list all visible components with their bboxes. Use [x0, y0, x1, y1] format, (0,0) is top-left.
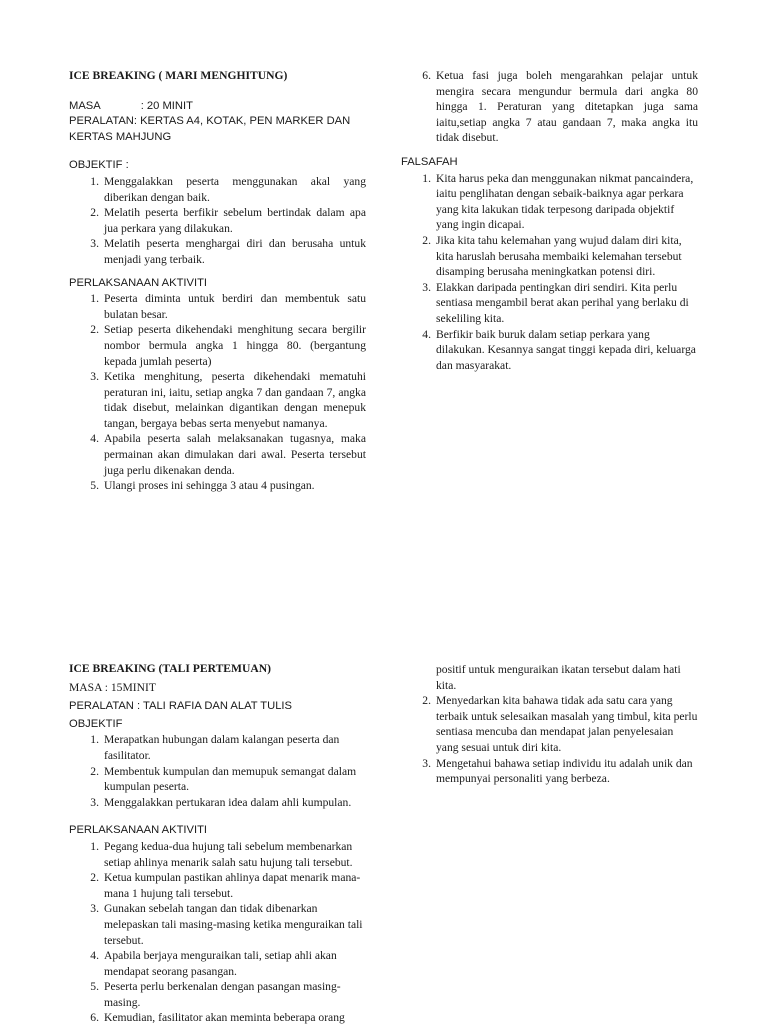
list-item: 2. Setiap peserta dikehendaki menghitung secara bergilir nombor bermula angka 1 hingga 80. (bergantung kepada jumlah peserta)	[90, 323, 366, 368]
list-item: 1. Pegang kedua-dua hujung tali sebelum membenarkan setiap ahlinya menarik salah satu hujung tali tersebut.	[90, 839, 353, 869]
masa-line	[69, 99, 366, 115]
list-item: 3. Menggalakkan pertukaran idea dalam ahli kumpulan.	[90, 795, 352, 809]
list-item: 3. Gunakan sebelah tangan dan tidak dibenarkan melepaskan tali masing-masing ketika menguraikan tali tersebut.	[90, 902, 363, 947]
list-item: 6. Ketua fasi juga boleh mengarahkan pelajar untuk mengira secara mengundur bermula dari angka 80 hingga 1. Peraturan yang ditetapkan juga sama iaitu,setiap angka 7 atau gandaan 7, maka angka itu tidak disebut.	[422, 69, 698, 145]
page1-left-column	[69, 68, 366, 494]
peralatan-line-1: PERALATAN: KERTAS A4, KOTAK, PEN MARKER DAN	[69, 115, 351, 128]
objektif-list	[69, 732, 366, 810]
list-item: 3. Mengetahui bahawa setiap individu itu adalah unik dan mempunyai personaliti yang berbeza.	[422, 756, 693, 786]
list-item: 2. Ketua kumpulan pastikan ahlinya dapat menarik mana-mana 1 hujung tali tersebut.	[90, 871, 361, 900]
peralatan-line-2: KERTAS MAHJUNG	[69, 130, 172, 143]
peralatan-line: PERALATAN : TALI RAFIA DAN ALAT TULIS	[69, 700, 292, 713]
list-item: 2. Membentuk kumpulan dan memupuk semangat dalam kumpulan peserta.	[90, 764, 357, 794]
page1-right-column	[401, 68, 698, 373]
list-item: 3. Melatih peserta menghargai diri dan berusaha untuk menjadi yang terbaik.	[90, 237, 366, 266]
perlaksanaan-heading: PERLAKSANAAN AKTIVITI	[69, 276, 208, 289]
falsafah-heading: FALSAFAH	[401, 155, 458, 168]
list-item: 4. Apabila berjaya menguraikan tali, setiap ahli akan mendapat seorang pasangan.	[90, 949, 337, 978]
list-item: 1. Menggalakkan peserta menggunakan akal yang diberikan dengan baik.	[90, 174, 366, 204]
list-item-continuation: positif untuk menguraikan ikatan tersebut dalam hati kita.	[436, 663, 681, 692]
masa-label: MASA	[69, 99, 101, 112]
continuation-list	[401, 662, 698, 787]
list-item: 2. Jika kita tahu kelemahan yang wujud dalam diri kita, kita haruslah berusaha membaiki kelemahan tersebut disamping berusaha meningkatkan potensi diri.	[422, 233, 682, 279]
list-item: 1. Merapatkan hubungan dalam kalangan peserta dan fasilitator.	[90, 733, 340, 762]
list-item: 2. Melatih peserta berfikir sebelum bertindak dalam apa jua perkara yang dilakukan.	[90, 206, 366, 235]
objektif-list	[69, 174, 366, 268]
perlaksanaan-heading: PERLAKSANAAN AKTIVITI	[69, 824, 208, 837]
list-item: 3. Ketika menghitung, peserta dikehendaki mematuhi peraturan ini, iaitu, setiap angka 7 dan gandaan 7, angka tidak disebut, melainkan digantikan dengan menepuk tangan, bergaya bebas serta menyebut namanya.	[90, 370, 366, 430]
objektif-heading: OBJEKTIF	[69, 717, 123, 730]
masa-line: MASA : 15MINIT	[69, 680, 156, 694]
list-item: 4. Berfikir baik buruk dalam setiap perkara yang dilakukan. Kesannya sangat tinggi kepada diri, keluarga dan masyarakat.	[422, 327, 696, 372]
list-item: 3. Elakkan daripada pentingkan diri sendiri. Kita perlu sentiasa mengambil berat akan perihal yang berlaku di sekeliling kita.	[422, 280, 689, 325]
perlaksanaan-list	[69, 839, 366, 1026]
page2-right-column	[401, 662, 698, 787]
falsafah-list	[401, 171, 698, 374]
page2-title: ICE BREAKING (TALI PERTEMUAN)	[69, 662, 271, 675]
list-item: 5. Peserta perlu berkenalan dengan pasangan masing-masing.	[90, 980, 341, 1009]
page1-title: ICE BREAKING ( MARI MENGHITUNG)	[69, 69, 288, 82]
list-item: 2. Menyedarkan kita bahawa tidak ada satu cara yang terbaik untuk selesaikan masalah yang timbul, kita perlu sentiasa mencuba dan mendapat jalan penyelesaian yang sesuai untuk diri kita.	[422, 694, 698, 754]
item-6-list	[401, 68, 698, 146]
list-item: 1. Kita harus peka dan menggunakan nikmat pancaindera, iaitu penglihatan dengan sebaik-baiknya agar perkara yang kita lakukan tidak terpesong daripada objektif yang ingin dicapai.	[422, 171, 694, 232]
list-item: 5. Ulangi proses ini sehingga 3 atau 4 pusingan.	[90, 479, 315, 493]
list-item: 4. Apabila peserta salah melaksanakan tugasnya, maka permainan akan dimulakan dari awal. Peserta tersebut juga perlu dikenakan denda.	[90, 432, 366, 477]
list-item: 6. Kemudian, fasilitator akan meminta beberapa orang	[90, 1011, 345, 1025]
objektif-heading: OBJEKTIF :	[69, 159, 129, 172]
page2-left-column	[69, 661, 366, 1026]
masa-value: : 20 MINIT	[140, 99, 193, 112]
list-item: 1. Peserta diminta untuk berdiri dan membentuk satu bulatan besar.	[90, 292, 366, 321]
perlaksanaan-list	[69, 291, 366, 494]
